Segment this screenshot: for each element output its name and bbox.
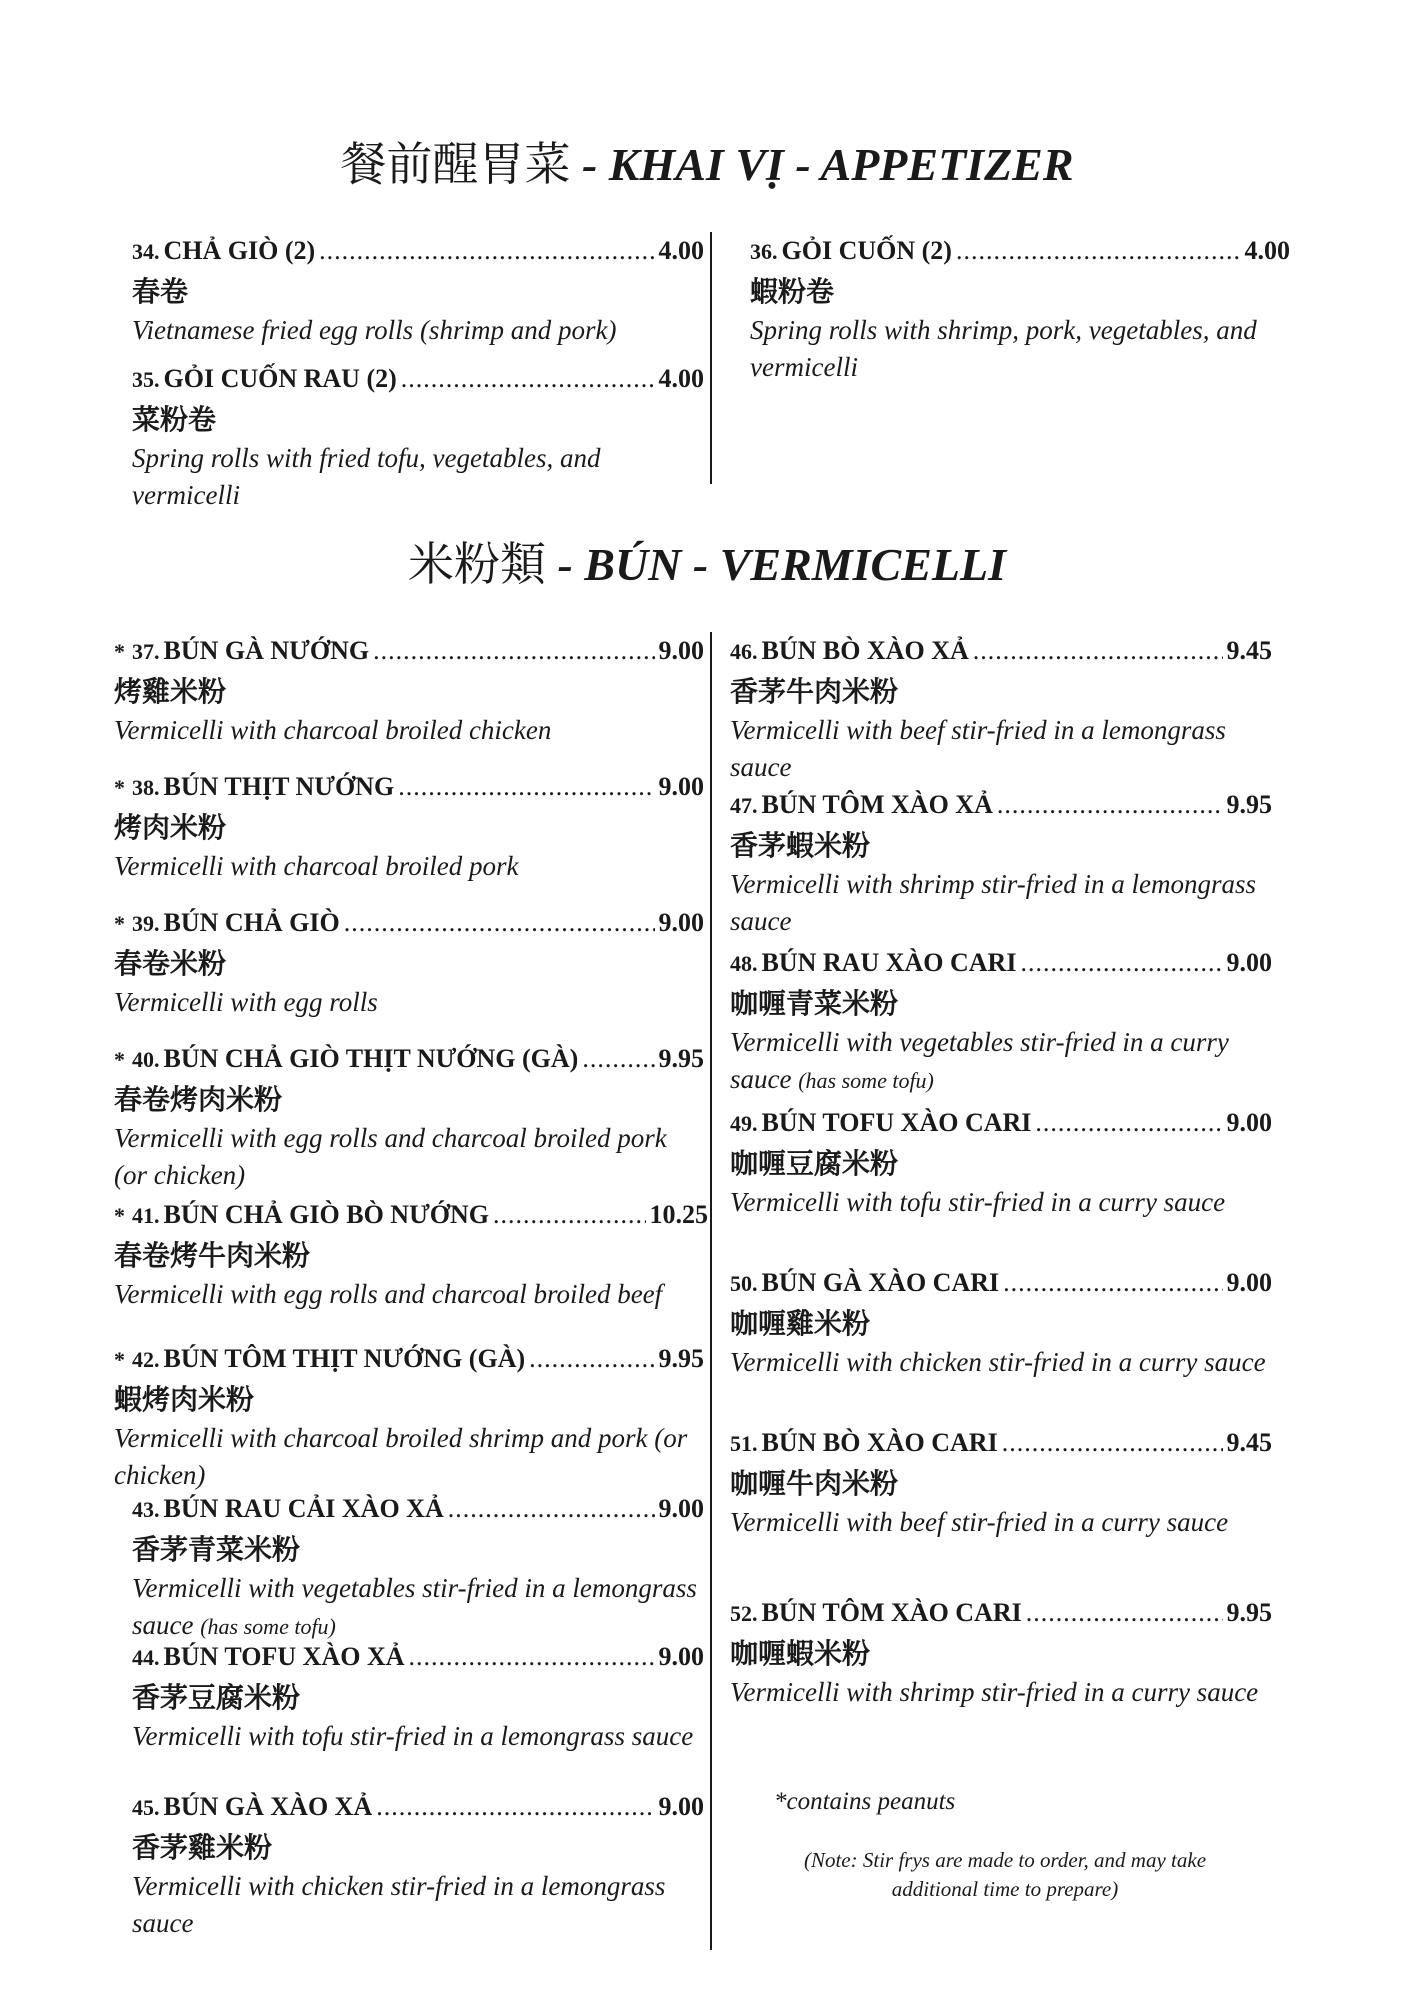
item-description xyxy=(730,1344,1272,1381)
item-description-text: Vermicelli with beef stir-fried in a lemongrass sauce xyxy=(730,715,1226,782)
item-description xyxy=(730,1504,1272,1541)
menu-item-52 xyxy=(730,1598,1272,1711)
item-name: BÚN TÔM XÀO CARI xyxy=(761,1598,1022,1627)
item-price: 9.95 xyxy=(658,1044,704,1073)
menu-item-48 xyxy=(730,948,1272,1099)
leader-dots xyxy=(956,236,1241,266)
leader-dots xyxy=(1026,1598,1223,1628)
item-price: 9.00 xyxy=(658,636,704,665)
item-description xyxy=(730,712,1272,786)
leader-dots xyxy=(1020,948,1222,978)
item-description-text: Vermicelli with egg rolls xyxy=(114,987,378,1017)
menu-item-47 xyxy=(730,790,1272,940)
item-note: (has some tofu) xyxy=(200,1614,336,1639)
item-price: 4.00 xyxy=(1244,236,1290,265)
item-price: 4.00 xyxy=(658,236,704,265)
menu-item-50 xyxy=(730,1268,1272,1381)
item-price: 10.25 xyxy=(649,1200,708,1229)
item-description xyxy=(730,1184,1272,1221)
item-number: 35. xyxy=(132,367,160,392)
item-title xyxy=(730,636,1272,666)
item-chinese-name: 咖喱牛肉米粉 xyxy=(730,1467,899,1500)
item-title xyxy=(114,1044,704,1074)
item-description-text: Vermicelli with egg rolls and charcoal broiled pork (or chicken) xyxy=(114,1123,667,1190)
item-chinese-name: 烤肉米粉 xyxy=(114,811,227,844)
item-title xyxy=(114,772,704,802)
menu-item-42 xyxy=(114,1344,704,1494)
peanut-star: * xyxy=(114,1203,125,1228)
item-name: BÚN GÀ XÀO CARI xyxy=(761,1268,1000,1297)
item-title xyxy=(730,1108,1272,1138)
item-number: 41. xyxy=(132,1203,160,1228)
peanut-star: * xyxy=(114,1347,125,1372)
item-title xyxy=(132,1642,704,1672)
item-chinese-name: 咖喱雞米粉 xyxy=(730,1307,871,1340)
item-number: 46. xyxy=(730,639,758,664)
leader-dots xyxy=(373,636,654,666)
item-description xyxy=(132,1570,704,1645)
item-number: 34. xyxy=(132,239,160,264)
item-name: BÚN RAU XÀO CARI xyxy=(761,948,1017,977)
vermicelli-heading-vi: - BÚN - VERMICELLI xyxy=(545,539,1007,590)
item-price: 9.00 xyxy=(1226,1268,1272,1297)
item-name: BÚN CHẢ GIÒ xyxy=(163,908,340,937)
item-name: BÚN TOFU XÀO XẢ xyxy=(163,1642,405,1671)
vermicelli-heading-zh: 米粉類 xyxy=(407,537,546,591)
leader-dots xyxy=(398,772,654,802)
item-number: 40. xyxy=(132,1047,160,1072)
menu-item-34 xyxy=(132,236,704,349)
item-chinese-name: 春卷米粉 xyxy=(114,947,227,980)
item-name: BÚN THỊT NƯỚNG xyxy=(163,772,395,801)
item-description-text: Vermicelli with chicken stir-fried in a lemongrass sauce xyxy=(132,1871,666,1938)
item-title xyxy=(750,236,1290,266)
item-number: 38. xyxy=(132,775,160,800)
item-name: BÚN CHẢ GIÒ THỊT NƯỚNG (GÀ) xyxy=(163,1044,579,1073)
item-chinese-name: 蝦粉卷 xyxy=(750,275,835,308)
item-chinese-name: 蝦烤肉米粉 xyxy=(114,1383,255,1416)
vermicelli-divider xyxy=(710,632,712,1950)
item-price: 9.00 xyxy=(658,772,704,801)
item-name: GỎI CUỐN (2) xyxy=(781,236,952,265)
item-note: (has some tofu) xyxy=(798,1068,934,1093)
item-price: 9.95 xyxy=(1226,1598,1272,1627)
item-title xyxy=(730,948,1272,978)
item-price: 9.00 xyxy=(1226,1108,1272,1137)
item-description xyxy=(114,1276,708,1313)
menu-item-38 xyxy=(114,772,704,885)
item-name: CHẢ GIÒ (2) xyxy=(163,236,316,265)
item-price: 9.00 xyxy=(658,1792,704,1821)
item-name: BÚN TOFU XÀO CARI xyxy=(761,1108,1032,1137)
leader-dots xyxy=(401,364,655,394)
menu-item-36 xyxy=(750,236,1290,386)
leader-dots xyxy=(529,1344,654,1374)
leader-dots xyxy=(973,636,1223,666)
item-chinese-name: 春卷 xyxy=(132,275,189,308)
item-name: BÚN TÔM THỊT NƯỚNG (GÀ) xyxy=(163,1344,526,1373)
item-description-text: Vermicelli with egg rolls and charcoal broiled beef xyxy=(114,1279,663,1309)
menu-item-39 xyxy=(114,908,704,1021)
item-number: 36. xyxy=(750,239,778,264)
item-title xyxy=(114,1200,708,1230)
item-description xyxy=(114,1120,704,1194)
item-number: 39. xyxy=(132,911,160,936)
item-name: BÚN TÔM XÀO XẢ xyxy=(761,790,993,819)
menu-item-37 xyxy=(114,636,704,749)
item-chinese-name: 菜粉卷 xyxy=(132,403,217,436)
item-description xyxy=(730,1024,1272,1099)
peanut-star: * xyxy=(114,911,125,936)
appetizer-heading-zh: 餐前醒胃菜 xyxy=(340,137,571,191)
item-price: 9.00 xyxy=(1226,948,1272,977)
item-chinese-name: 咖喱豆腐米粉 xyxy=(730,1147,899,1180)
item-chinese-name: 香茅牛肉米粉 xyxy=(730,675,899,708)
item-description-text: Vermicelli with chicken stir-fried in a curry sauce xyxy=(730,1347,1266,1377)
item-chinese-name: 春卷烤肉米粉 xyxy=(114,1083,283,1116)
menu-item-43 xyxy=(132,1494,704,1645)
item-price: 9.00 xyxy=(658,1494,704,1523)
item-price: 4.00 xyxy=(658,364,704,393)
leader-dots xyxy=(376,1792,654,1822)
item-name: BÚN GÀ NƯỚNG xyxy=(163,636,370,665)
item-title xyxy=(730,1598,1272,1628)
leader-dots xyxy=(448,1494,655,1524)
leader-dots xyxy=(1002,1428,1223,1458)
item-title xyxy=(132,1792,704,1822)
peanut-footnote: *contains peanuts xyxy=(774,1788,956,1815)
item-price: 9.00 xyxy=(658,1642,704,1671)
leader-dots xyxy=(997,790,1223,820)
item-number: 43. xyxy=(132,1497,160,1522)
item-chinese-name: 春卷烤牛肉米粉 xyxy=(114,1239,311,1272)
item-name: BÚN CHẢ GIÒ BÒ NƯỚNG xyxy=(163,1200,489,1229)
stir-fry-note: (Note: Stir frys are made to order, and may take additional time to prepare) xyxy=(803,1848,1207,1901)
item-description xyxy=(114,712,704,749)
item-description xyxy=(132,312,704,349)
item-description xyxy=(114,848,704,885)
item-title xyxy=(730,1428,1272,1458)
item-description-text: Vermicelli with vegetables stir-fried in a curry sauce xyxy=(730,1027,1229,1094)
item-title xyxy=(114,908,704,938)
menu-item-40 xyxy=(114,1044,704,1194)
item-chinese-name: 香茅豆腐米粉 xyxy=(132,1681,301,1714)
item-number: 45. xyxy=(132,1795,160,1820)
appetizer-divider xyxy=(710,232,712,484)
item-number: 48. xyxy=(730,951,758,976)
peanut-star: * xyxy=(114,1047,125,1072)
item-description-text: Vermicelli with tofu stir-fried in a lemongrass sauce xyxy=(132,1721,694,1751)
item-description xyxy=(114,984,704,1021)
item-title xyxy=(730,1268,1272,1298)
item-description-text: Vermicelli with charcoal broiled pork xyxy=(114,851,519,881)
item-price: 9.45 xyxy=(1226,1428,1272,1457)
leader-dots xyxy=(493,1200,646,1230)
item-title xyxy=(730,790,1272,820)
item-price: 9.95 xyxy=(658,1344,704,1373)
vermicelli-heading xyxy=(0,528,1414,594)
item-chinese-name: 烤雞米粉 xyxy=(114,675,227,708)
item-description-text: Vermicelli with shrimp stir-fried in a curry sauce xyxy=(730,1677,1259,1707)
item-description xyxy=(132,1868,704,1942)
peanut-star: * xyxy=(114,639,125,664)
leader-dots xyxy=(319,236,654,266)
item-title xyxy=(132,364,704,394)
menu-item-41 xyxy=(114,1200,708,1313)
menu-item-44 xyxy=(132,1642,704,1755)
menu-item-45 xyxy=(132,1792,704,1942)
item-description xyxy=(132,440,704,514)
item-name: BÚN GÀ XÀO XẢ xyxy=(163,1792,373,1821)
item-name: BÚN BÒ XÀO CARI xyxy=(761,1428,998,1457)
item-title xyxy=(114,1344,704,1374)
leader-dots xyxy=(409,1642,655,1672)
leader-dots xyxy=(1003,1268,1222,1298)
menu-item-35 xyxy=(132,364,704,514)
peanut-star: * xyxy=(114,775,125,800)
item-number: 49. xyxy=(730,1111,758,1136)
item-chinese-name: 香茅青菜米粉 xyxy=(132,1533,301,1566)
item-chinese-name: 咖喱青菜米粉 xyxy=(730,987,899,1020)
item-chinese-name: 香茅蝦米粉 xyxy=(730,829,871,862)
item-description-text: Vermicelli with shrimp stir-fried in a lemongrass sauce xyxy=(730,869,1256,936)
appetizer-heading-vi: - KHAI VỊ - APPETIZER xyxy=(570,139,1074,190)
appetizer-heading xyxy=(0,128,1414,194)
item-description xyxy=(730,1674,1272,1711)
item-chinese-name: 咖喱蝦米粉 xyxy=(730,1637,871,1670)
item-number: 50. xyxy=(730,1271,758,1296)
item-number: 51. xyxy=(730,1431,758,1456)
item-name: BÚN BÒ XÀO XẢ xyxy=(761,636,969,665)
menu-item-49 xyxy=(730,1108,1272,1221)
item-number: 47. xyxy=(730,793,758,818)
menu-item-46 xyxy=(730,636,1272,786)
item-price: 9.00 xyxy=(658,908,704,937)
item-description-text: Spring rolls with fried tofu, vegetables, and vermicelli xyxy=(132,443,601,510)
item-description-text: Vietnamese fried egg rolls (shrimp and pork) xyxy=(132,315,617,345)
item-number: 52. xyxy=(730,1601,758,1626)
menu-item-51 xyxy=(730,1428,1272,1541)
item-number: 37. xyxy=(132,639,160,664)
item-description-text: Spring rolls with shrimp, pork, vegetables, and vermicelli xyxy=(750,315,1257,382)
item-title xyxy=(132,236,704,266)
item-price: 9.95 xyxy=(1226,790,1272,819)
item-chinese-name: 香茅雞米粉 xyxy=(132,1831,273,1864)
item-description-text: Vermicelli with tofu stir-fried in a curry sauce xyxy=(730,1187,1226,1217)
leader-dots xyxy=(1035,1108,1222,1138)
item-description xyxy=(730,866,1272,940)
item-description-text: Vermicelli with vegetables stir-fried in a lemongrass sauce xyxy=(132,1573,697,1640)
item-number: 44. xyxy=(132,1645,160,1670)
item-description xyxy=(114,1420,704,1494)
item-description-text: Vermicelli with beef stir-fried in a curry sauce xyxy=(730,1507,1229,1537)
item-description xyxy=(750,312,1290,386)
item-description-text: Vermicelli with charcoal broiled chicken xyxy=(114,715,552,745)
item-price: 9.45 xyxy=(1226,636,1272,665)
item-name: GỎI CUỐN RAU (2) xyxy=(163,364,397,393)
item-number: 42. xyxy=(132,1347,160,1372)
item-title xyxy=(114,636,704,666)
item-name: BÚN RAU CẢI XÀO XẢ xyxy=(163,1494,444,1523)
leader-dots xyxy=(582,1044,654,1074)
item-description-text: Vermicelli with charcoal broiled shrimp and pork (or chicken) xyxy=(114,1423,688,1490)
item-title xyxy=(132,1494,704,1524)
item-description xyxy=(132,1718,704,1755)
leader-dots xyxy=(344,908,655,938)
